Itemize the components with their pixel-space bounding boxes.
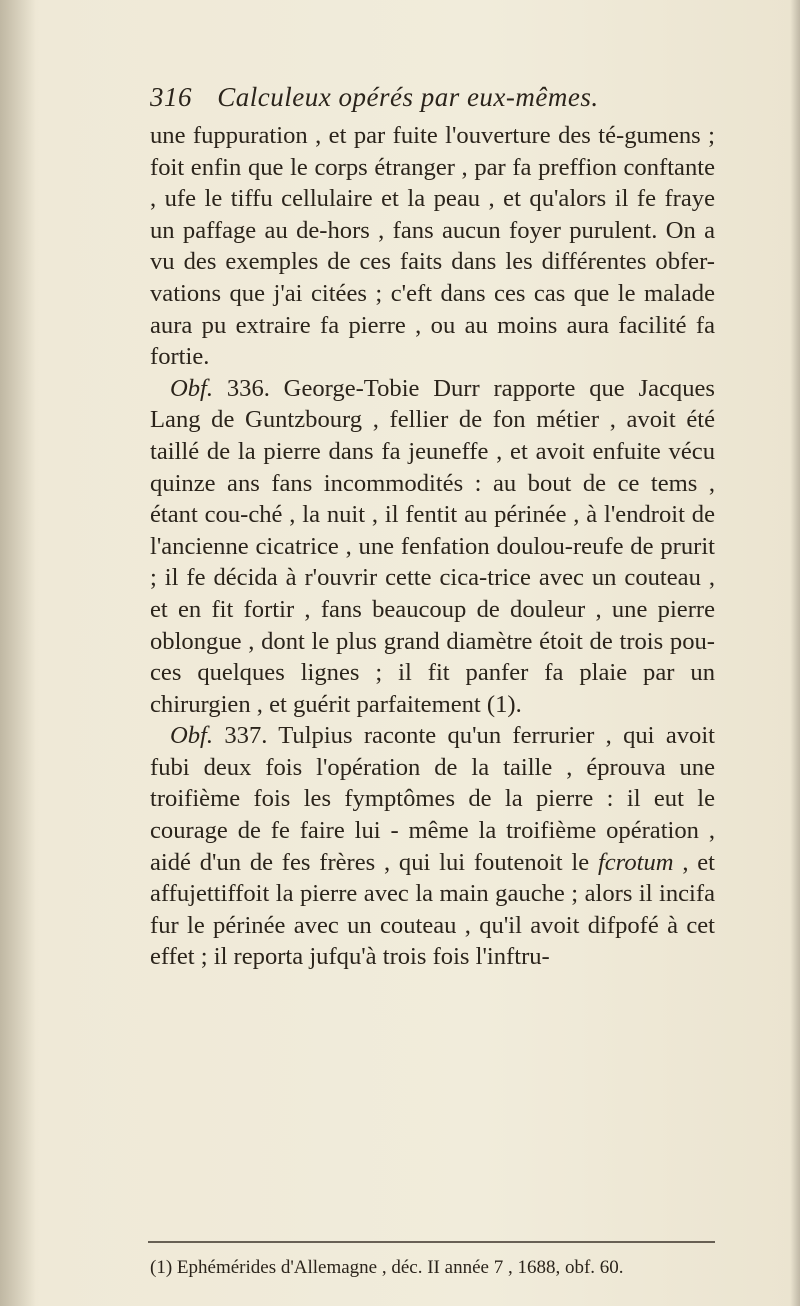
italic-term: fcrotum xyxy=(597,848,674,876)
paragraph-text: 336. George-Tobie Durr rapporte que Jacques Lang de Guntzbourg , fellier de fon métier , avoit été taillé de la pierre dans fa jeuneffe , et avoit enfuite vécu quinze ans fans incommodités : au bout de ce tems , étant cou-ché , la nuit , il fentit au périnée , à l'endroit de l'ancienne cicatrice , une fenfation doulou-reufe de prurit ; il fe décida à r'ouvrir cette cica-trice avec un couteau , et en fit fortir , fans beaucoup de douleur , une pierre oblongue , dont le plus grand diamètre étoit de trois pou-ces quelques lignes ; il fit panfer fa plaie par un chirurgien , et guérit parfaitement (1). xyxy=(150,374,715,718)
observation-336 xyxy=(150,373,715,721)
paragraph-text: , et affujettiffoit la pierre avec la main gauche ; alors il incifa fur le périnée avec un couteau , qu'il avoit difpofé à cet effet ; il reporta jufqu'à trois fois l'inftru- xyxy=(150,848,715,971)
observation-label: Obf. xyxy=(170,722,214,750)
paragraph-text: une fuppuration , et par fuite l'ouverture des té-gumens ; foit enfin que le corps étranger , par fa preffion conftante , ufe le tiffu cellulaire et la peau , et qu'alors il fe fraye un paffage au de-hors , fans aucun foyer purulent. On a vu des exemples de ces faits dans les différentes obfer-vations que j'ai citées ; c'eft dans ces cas que le malade aura pu extraire fa pierre , ou au moins aura facilité fa fortie. xyxy=(150,122,715,371)
footnote-rule xyxy=(148,1241,715,1243)
body-text xyxy=(150,120,715,973)
paragraph-continuation xyxy=(150,120,715,373)
page-edge-shadow xyxy=(790,0,800,1306)
page-number: 316 xyxy=(150,82,192,112)
running-title: Calculeux opérés par eux-mêmes. xyxy=(217,82,599,112)
binding-shadow xyxy=(0,0,36,1306)
footnote xyxy=(150,1256,715,1280)
observation-337 xyxy=(150,720,715,973)
running-header xyxy=(150,82,710,113)
paragraph-text: 337. Tulpius raconte qu'un ferrurier , qui avoit fubi deux fois l'opération de la taille , éprouva une troifième fois les fymptômes de la pierre : il eut le courage de fe faire lui - même la troifième opération , aidé d'un de fes frères , qui lui foutenoit le xyxy=(150,722,715,876)
footnote-text: (1) Ephémérides d'Allemagne , déc. II année 7 , 1688, obf. 60. xyxy=(150,1257,624,1278)
observation-label: Obf. xyxy=(170,374,214,402)
